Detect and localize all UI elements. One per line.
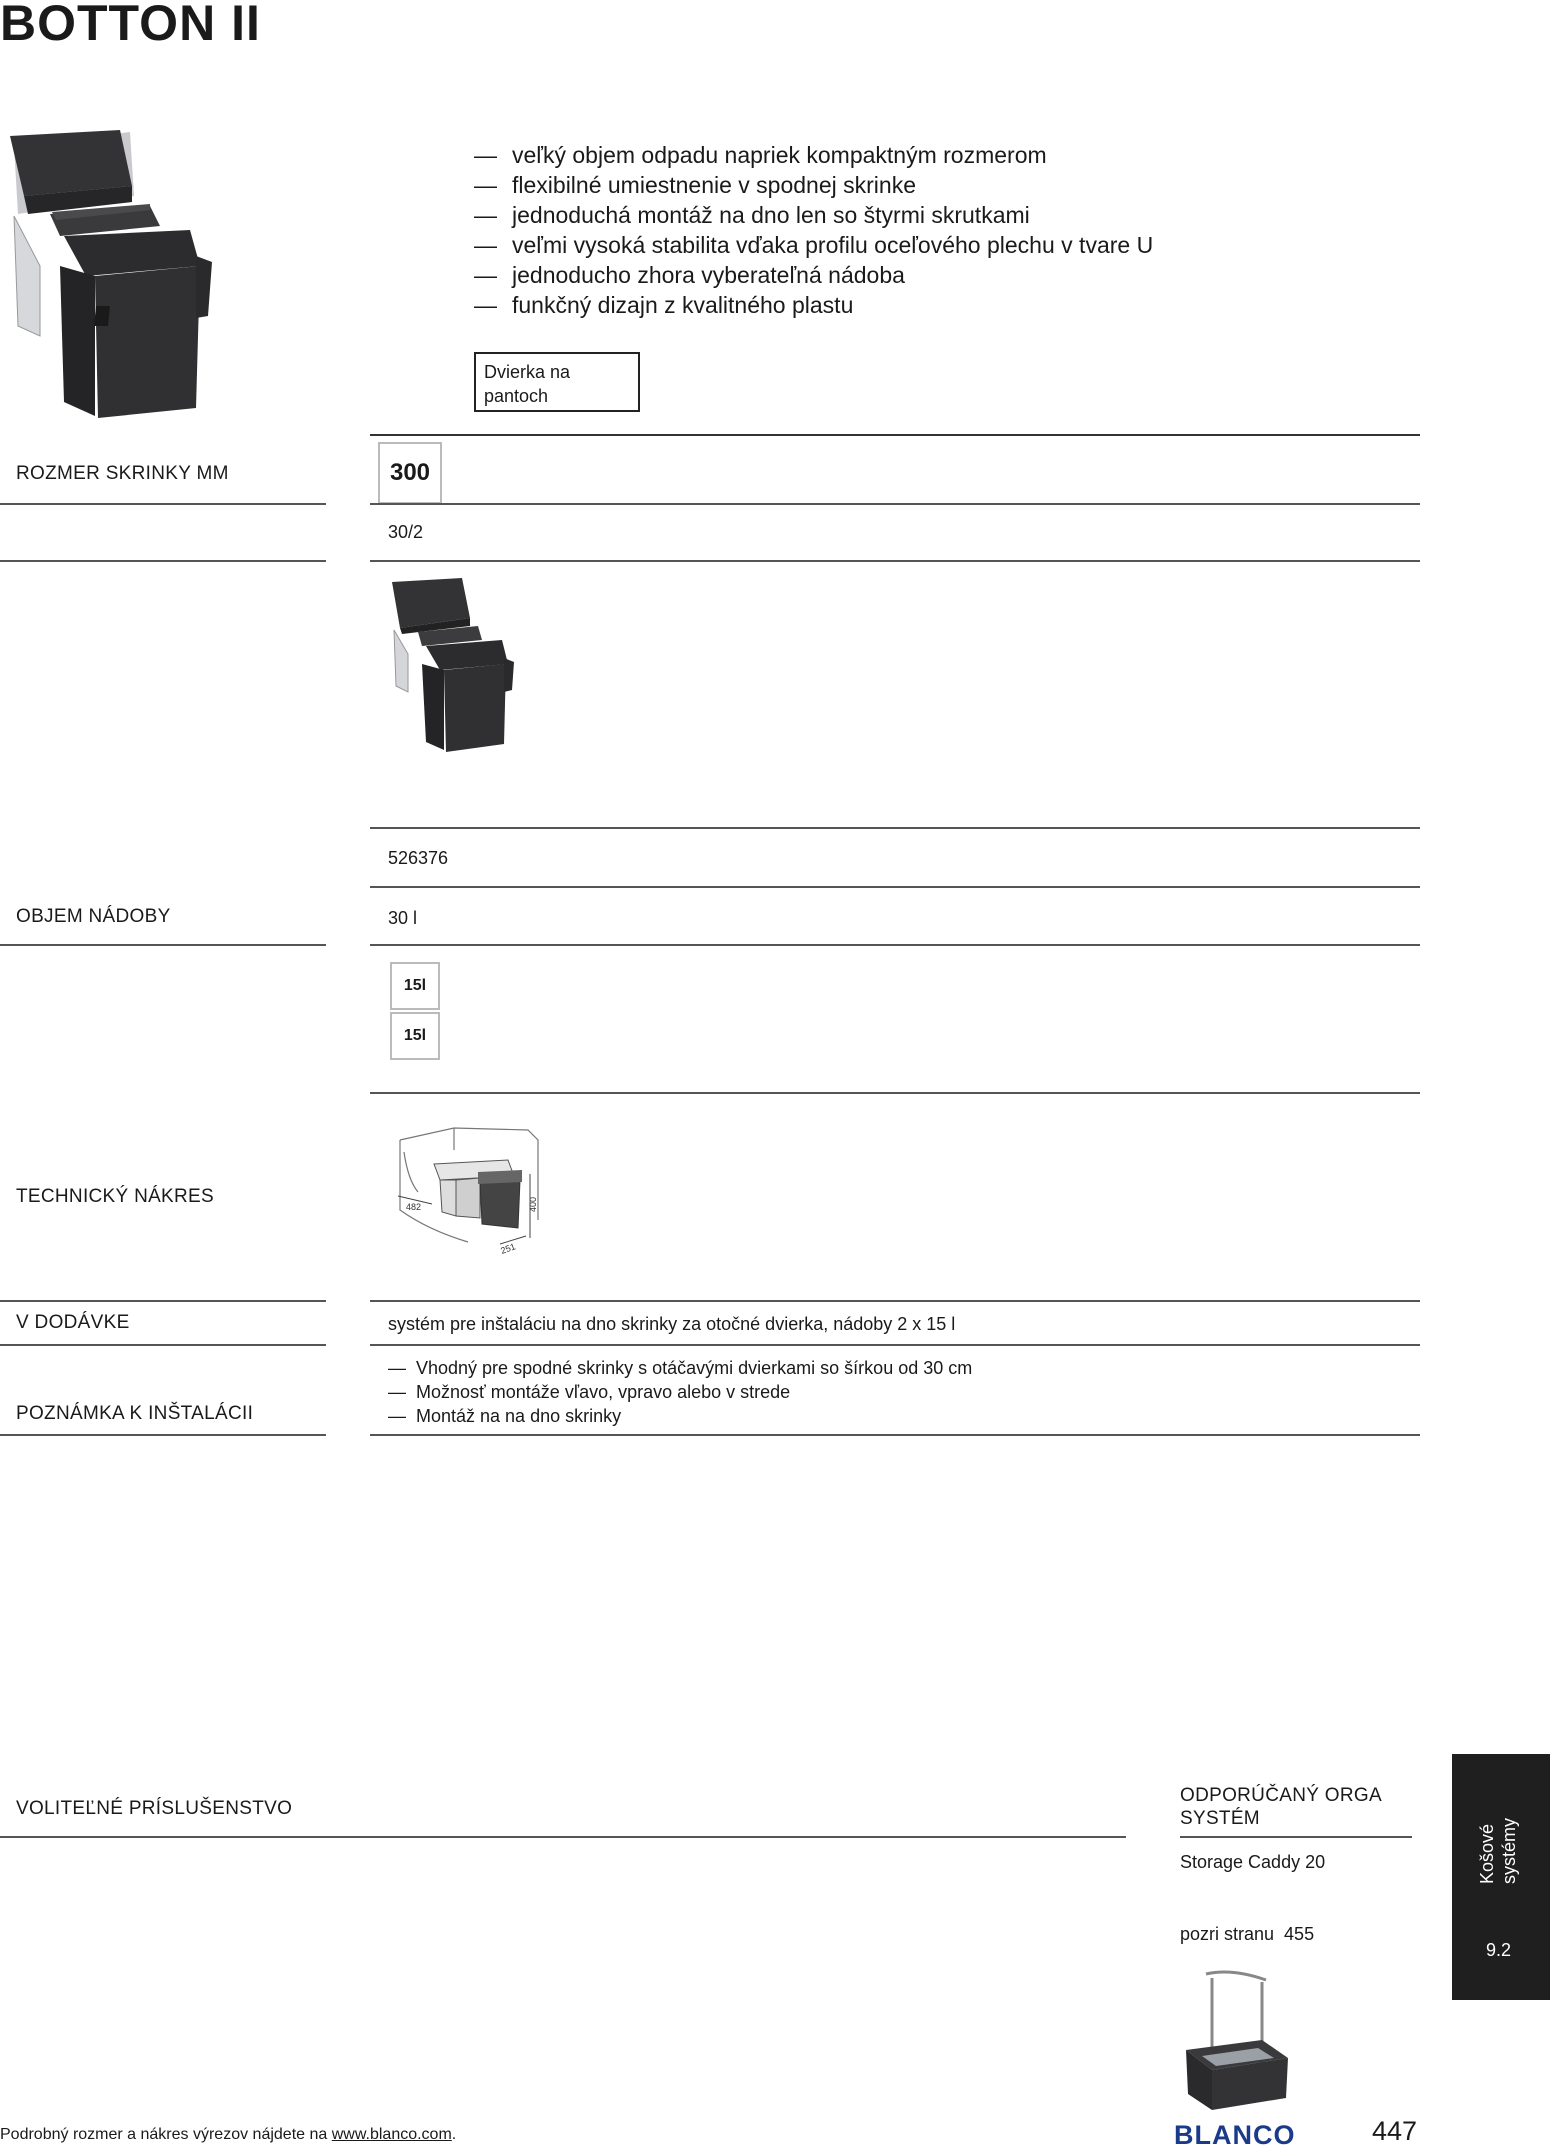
installation-notes: [388, 1356, 972, 1428]
divider: [0, 1434, 326, 1436]
storage-caddy-image: [1176, 1966, 1296, 2116]
cabinet-size-label: ROZMER SKRINKY MM: [16, 463, 229, 484]
dimension-label: 482: [406, 1202, 422, 1212]
divider: [0, 1300, 326, 1302]
installation-label: POZNÁMKA K INŠTALÁCII: [16, 1403, 254, 1424]
see-page-ref: pozri stranu 455: [1180, 1924, 1315, 1944]
article-number: 526376: [388, 848, 449, 868]
divider: [0, 503, 326, 505]
divider: [1180, 1836, 1412, 1838]
product-image: [386, 574, 526, 754]
accessories-label: VOLITEĽNÉ PRÍSLUŠENSTVO: [16, 1798, 293, 1819]
feature-item: — jednoducho zhora vyberateľná nádoba: [474, 262, 905, 288]
divider: [0, 944, 326, 946]
divider: [370, 434, 1420, 436]
dimension-label: 251: [499, 1241, 517, 1256]
chapter-tab: [1452, 1754, 1550, 2000]
cabinet-size-box: 300: [378, 442, 442, 504]
bin-volume-box: 15l: [390, 1012, 440, 1060]
bin-volume-box: 15l: [390, 962, 440, 1010]
footer-note: Podrobný rozmer a nákres výrezov nájdete na www.blanco.com.: [0, 2126, 457, 2143]
divider: [370, 1434, 1420, 1436]
dimension-label: 400: [528, 1196, 538, 1212]
recommended-product: Storage Caddy 20: [1180, 1852, 1326, 1872]
model-value: 30/2: [388, 522, 424, 542]
feature-list: [474, 140, 1153, 320]
volume-label: OBJEM NÁDOBY: [16, 906, 171, 927]
feature-item: — veľký objem odpadu napriek kompaktným rozmerom: [474, 142, 1047, 168]
divider: [370, 503, 1420, 505]
page-title: BOTTON II: [0, 0, 261, 51]
divider: [0, 1344, 326, 1346]
feature-item: — flexibilné umiestnenie v spodnej skrinke: [474, 172, 916, 198]
divider: [370, 1092, 1420, 1094]
chapter-tab-number: 9.2: [1486, 1940, 1512, 1960]
divider: [370, 827, 1420, 829]
note-item: — Montáž na na dno skrinky: [388, 1406, 622, 1426]
feature-item: — funkčný dizajn z kvalitného plastu: [474, 292, 854, 318]
note-item: — Možnosť montáže vľavo, vpravo alebo v strede: [388, 1382, 791, 1402]
technical-drawing: [388, 1120, 588, 1270]
divider: [370, 944, 1420, 946]
feature-item: — jednoduchá montáž na dno len so štyrmi skrutkami: [474, 202, 1030, 228]
divider: [0, 1836, 1126, 1838]
door-type-box: Dvierka na pantoch: [474, 352, 640, 412]
divider: [370, 560, 1420, 562]
page-number: 447: [1372, 2116, 1418, 2146]
product-hero-image: [0, 126, 220, 426]
brand-logo: BLANCO: [1174, 2120, 1296, 2150]
chapter-tab-label: Košové systémy: [1477, 1817, 1519, 1884]
delivery-value: systém pre inštaláciu na dno skrinky za otočné dvierka, nádoby 2 x 15 l: [388, 1314, 956, 1334]
divider: [370, 1300, 1420, 1302]
delivery-label: V DODÁVKE: [16, 1312, 130, 1333]
divider: [370, 886, 1420, 888]
volume-value: 30 l: [388, 908, 418, 928]
divider: [0, 560, 326, 562]
divider: [370, 1344, 1420, 1346]
feature-item: — veľmi vysoká stabilita vďaka profilu oceľového plechu v tvare U: [474, 232, 1154, 258]
recommended-label: ODPORÚČANÝ ORGA SYSTÉM: [1180, 1785, 1381, 1829]
footer-link[interactable]: www.blanco.com: [331, 2126, 452, 2143]
note-item: — Vhodný pre spodné skrinky s otáčavými dvierkami so šírkou od 30 cm: [388, 1358, 973, 1378]
drawing-label: TECHNICKÝ NÁKRES: [16, 1186, 215, 1207]
